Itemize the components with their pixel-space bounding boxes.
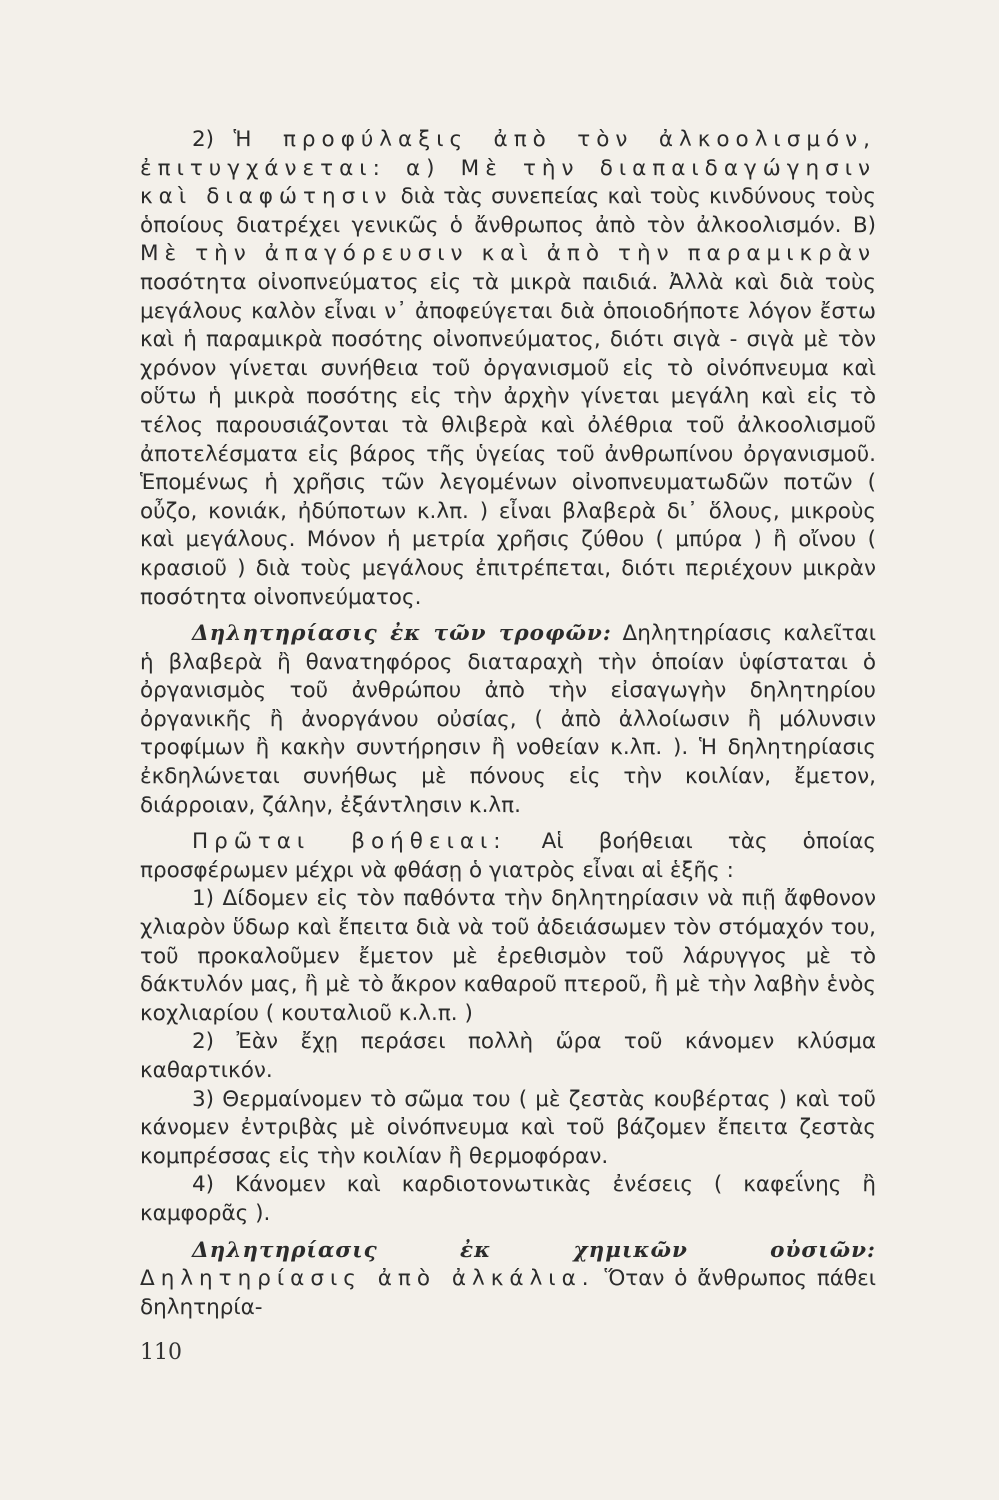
paragraph-text: Ὅταν ὁ ἄνθρωπος πάθει δηλητηρία-	[140, 1266, 876, 1320]
item-number: 2)	[192, 127, 234, 152]
spaced-phrase-education: ἐπιτυγχάνεται: α) Μὲ τὴν διαπαιδαγώγησιν καὶ διαφώτησιν	[140, 155, 876, 210]
page-body	[140, 126, 876, 1322]
paragraph-food-poisoning	[140, 620, 876, 820]
page-number: 110	[140, 1340, 182, 1365]
spaced-phrase-prohibition: Μὲ τὴν ἀπαγόρευσιν καὶ ἀπὸ τὴν παραμικρὰν	[140, 241, 876, 267]
paragraph-text: διὰ τὰς συνεπείας καὶ τοὺς κινδύνους τοὺς ὁποίους διατρέχει γενικῶς ὁ ἄνθρωπος ἀπὸ τὸν ἀλκοολισμόν. Β)	[140, 184, 876, 238]
paragraph-chemical-poisoning	[140, 1237, 876, 1323]
list-item: 3) Θερμαίνομεν τὸ σῶμα του ( μὲ ζεστὰς κουβέρτας ) καὶ τοῦ κάνομεν ἐντριβὰς μὲ οἰνόπνευμα καὶ τοῦ βάζομεν ἔπειτα ζεστὰς κομπρέσσας εἰς τὴν κοιλίαν ἢ θερμοφόραν.	[140, 1086, 876, 1169]
paragraph-text: Αἱ βοήθειαι τὰς ὁποίας προσφέρωμεν μέχρι νὰ φθάσῃ ὁ γιατρὸς εἶναι αἱ ἑξῆς :	[140, 829, 876, 883]
section-heading-first-aid: Πρῶται βοήθειαι:	[192, 829, 507, 855]
paragraph-text: ποσότητα οἰνοπνεύματος εἰς τὰ μικρὰ παιδιά. Ἀλλὰ καὶ διὰ τοὺς μεγάλους καλὸν εἶναι ν᾽ ἀποφεύγεται διὰ ὁποιοδήποτε λόγον ἔστω καὶ ἡ παραμικρὰ ποσότης οἰνοπνεύματος, διότι σιγὰ - σιγὰ μὲ τὸν χρόνον γίνεται συνήθεια τοῦ ὀργανισμοῦ εἰς τὸ οἰνόπνευμα καὶ οὕτω ἡ μικρὰ ποσότης εἰς τὴν ἀρχὴν γίνεται μεγάλη καὶ εἰς τὸ τέλος παρουσιάζονται τὰ θλιβερὰ καὶ ὀλέθρια τοῦ ἀλκοολισμοῦ ἀποτελέσματα εἰς βάρος τῆς ὑγείας τοῦ ἀνθρωπίνου ὀργανισμοῦ. Ἑπομένως ἡ χρῆσις τῶν λεγομένων οἰνοπνευματωδῶν ποτῶν ( οὖζο, κονιάκ, ἠδύποτων κ.λπ. ) εἶναι βλαβερὰ δι᾽ ὅλους, μικροὺς καὶ μεγάλους. Μόνον ἡ μετρία χρῆσις ζύθου ( μπύρα ) ἢ οἴνου ( κρασιοῦ ) διὰ τοὺς μεγάλους ἐπιτρέπεται, διότι περιέχουν μικρὰν ποσότητα οἰνοπνεύματος.	[140, 269, 876, 610]
list-item: 1) Δίδομεν εἰς τὸν παθόντα τὴν δηλητηρίασιν νὰ πιῇ ἄφθονον χλιαρὸν ὕδωρ καὶ ἔπειτα διὰ νὰ τοῦ ἀδειάσωμεν τὸν στόμαχόν του, τοῦ προκαλοῦμεν ἔμετον μὲ ἐρεθισμὸν τοῦ λάρυγγος μὲ τὸ δάκτυλόν μας, ἢ μὲ τὸ ἄκρον καθαροῦ πτεροῦ, ἢ μὲ τὴν λαβὴν ἑνὸς κοχλιαρίου ( κουταλιοῦ κ.λ.π. )	[140, 886, 876, 1026]
section-heading-chemical-poisoning: Δηλητηρίασις ἐκ χημικῶν οὐσιῶν:	[192, 1237, 876, 1263]
section-heading-prevention: Ἡ προφύλαξις ἀπὸ τὸν ἀλκοολισμόν,	[233, 127, 876, 152]
spaced-phrase-alkali: Δηλητηρίασις ἀπὸ ἀλκάλια.	[140, 1266, 595, 1292]
section-heading-food-poisoning: Δηλητηρίασις ἐκ τῶν τροφῶν:	[192, 621, 612, 647]
paragraph-first-aid	[140, 828, 876, 885]
list-item: 2) Ἐὰν ἔχῃ περάσει πολλὴ ὥρα τοῦ κάνομεν κλύσμα καθαρτικόν.	[140, 1029, 876, 1083]
paragraph-alcoholism-prevention	[140, 126, 876, 612]
list-item: 4) Κάνομεν καὶ καρδιοτονωτικὰς ἐνέσεις ( καφεΐνης ἢ καμφορᾶς ).	[140, 1172, 876, 1226]
paragraph-text: Δηλητηρίασις καλεῖται ἡ βλαβερὰ ἢ θανατηφόρος διαταραχὴ τὴν ὁποίαν ὑφίσταται ὁ ὀργανισμὸς τοῦ ἀνθρώπου ἀπὸ τὴν εἰσαγωγὴν δηλητηρίου ὀργανικῆς ἢ ἀνοργάνου οὐσίας, ( ἀπὸ ἀλλοίωσιν ἢ μόλυνσιν τροφίμων ἢ κακὴν συντήρησιν ἢ νοθείαν κ.λπ. ). Ἡ δηλητηρίασις ἐκδηλώνεται συνήθως μὲ πόνους εἰς τὴν κοιλίαν, ἔμετον, διάρροιαν, ζάλην, ἐξάντλησιν κ.λπ.	[140, 621, 876, 818]
